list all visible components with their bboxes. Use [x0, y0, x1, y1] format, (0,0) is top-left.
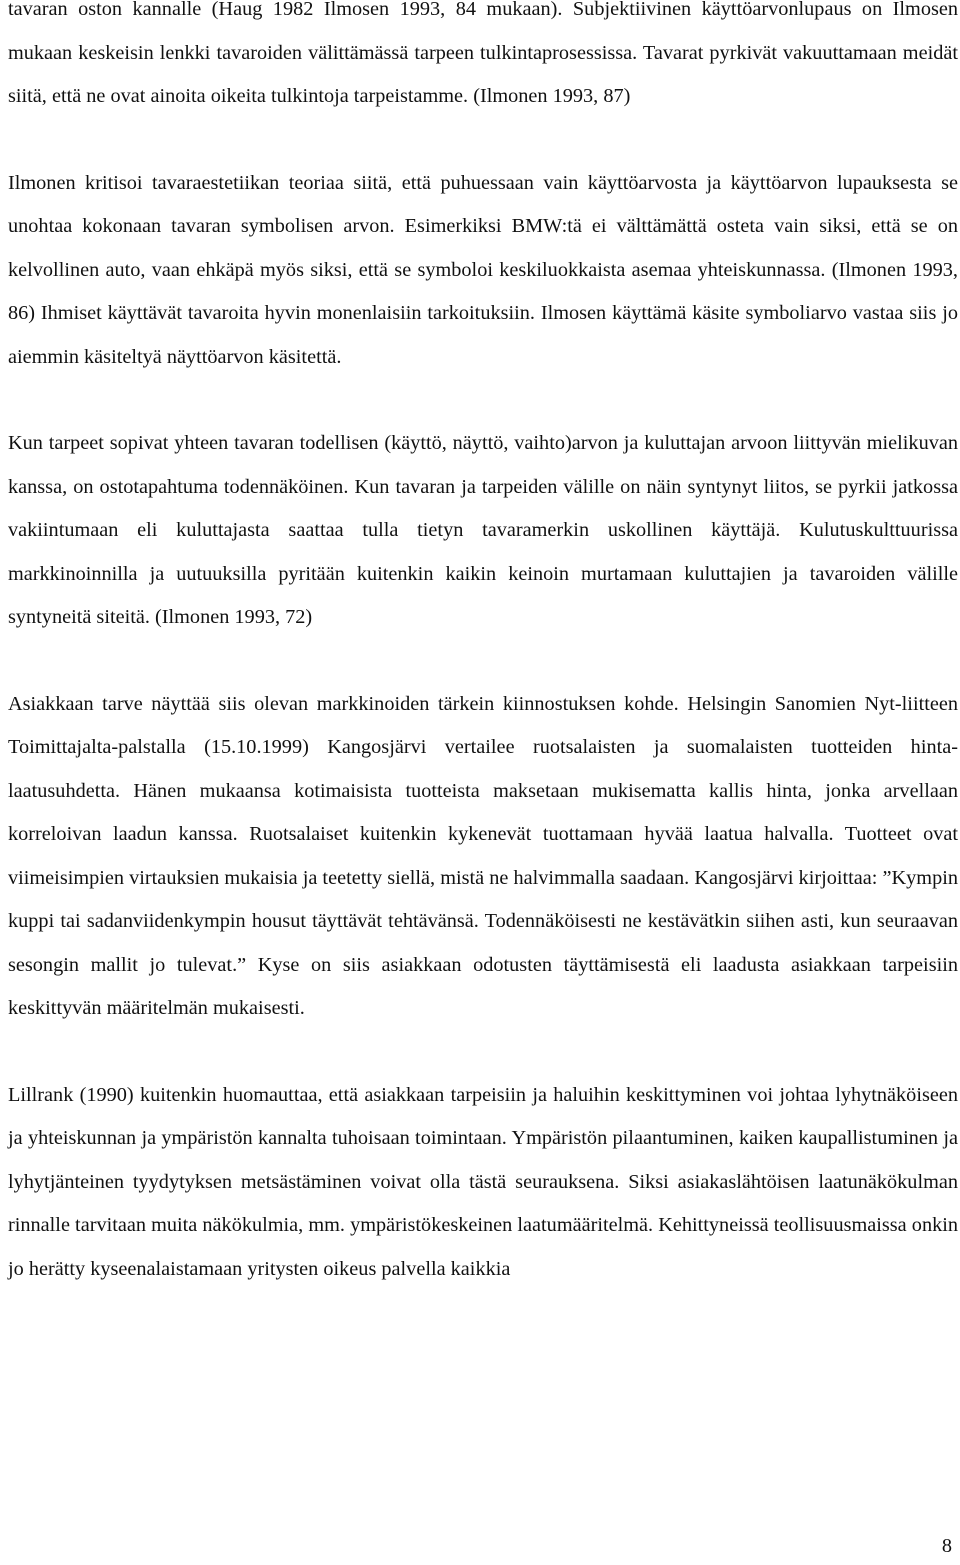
paragraph-2: Ilmonen kritisoi tavaraestetiikan teoriaa siitä, että puhuessaan vain käyttöarvosta ja käyttöarvon lupauksesta se unohtaa kokonaan tavaran symbolisen arvon. Esimerkiksi BMW:tä ei välttämättä osteta vain siksi, että se on kelvollinen auto, vaan ehkäpä myös siksi, että se symboloi keskiluokkaista asemaa yhteiskunnassa. (Ilmonen 1993, 86) Ihmiset käyttävät tavaroita hyvin monenlaisiin tarkoituksiin. Ilmosen käyttämä käsite symboliarvo vastaa siis jo aiemmin käsiteltyä näyttöarvon käsitettä. — [8, 171, 958, 368]
page-number: 8 — [941, 1535, 952, 1557]
paragraph-3: Kun tarpeet sopivat yhteen tavaran todellisen (käyttö, näyttö, vaihto)arvon ja kuluttajan arvoon liittyvän mielikuvan kanssa, on ostotapahtuma todennäköinen. Kun tavaran ja tarpeiden välille on näin syntynyt liitos, se pyrkii jatkossa vakiintumaan eli kuluttajasta saattaa tulla tietyn tavaramerkin uskollinen käyttäjä. Kulutuskulttuurissa markkinoinnilla ja uutuuksilla pyritään kuitenkin kaikin keinoin murtamaan kuluttajien ja tavaroiden välille syntyneitä siteitä. (Ilmonen 1993, 72) — [8, 432, 958, 628]
paragraph-1: tavaran oston kannalle (Haug 1982 Ilmosen 1993, 84 mukaan). Subjektiivinen käyttöarvonlupaus on Ilmosen mukaan keskeisin lenkki tavaroiden välittämässä tarpeen tulkintaprosessissa. Tavarat pyrkivät vakuuttamaan meidät siitä, että ne ovat ainoita oikeita tulkintoja tarpeistamme. (Ilmonen 1993, 87) — [8, 0, 958, 107]
paragraph-5: Lillrank (1990) kuitenkin huomauttaa, että asiakkaan tarpeisiin ja haluihin keskittyminen voi johtaa lyhytnäköiseen ja yhteiskunnan ja ympäristön kannalta tuhoisaan toimintaan. Ympäristön pilaantuminen, kaiken kaupallistuminen ja lyhytjänteinen tyydytyksen metsästäminen voivat olla tästä seurauksena. Siksi asiakaslähtöisen laatunäkökulman rinnalle tarvitaan muita näkökulmia, mm. ympäristökeskeinen laatumääritelmä. Kehittyneissä teollisuusmaissa onkin jo herätty kyseenalaistamaan yritysten oikeus palvella kaikkia — [8, 1083, 958, 1280]
paragraph-4: Asiakkaan tarve näyttää siis olevan markkinoiden tärkein kiinnostuksen kohde. Helsingin Sanomien Nyt-liitteen Toimittajalta-palstalla (15.10.1999) Kangosjärvi vertailee ruotsalaisten ja suomalaisten tuotteiden hinta-laatusuhdetta. Hänen mukaansa kotimaisista tuotteista maksetaan mukisematta kallis hinta, jonka arvellaan korreloivan laadun kanssa. Ruotsalaiset kuitenkin kykenevät tuottamaan hyvää laatua halvalla. Tuotteet ovat viimeisimpien virtauksien mukaisia ja teetetty siellä, mistä ne halvimmalla saadaan. Kangosjärvi kirjoittaa: ”Kympin kuppi tai sadanviidenkympin housut täyttävät tehtävänsä. Todennäköisesti ne kestävätkin siihen asti, kun seuraavan sesongin mallit jo tulevat.” Kyse on siis asiakkaan odotusten täyttämisestä eli laadusta asiakkaan tarpeisiin keskittyvän määritelmän mukaisesti. — [8, 692, 958, 1019]
document-page — [8, 0, 958, 1334]
